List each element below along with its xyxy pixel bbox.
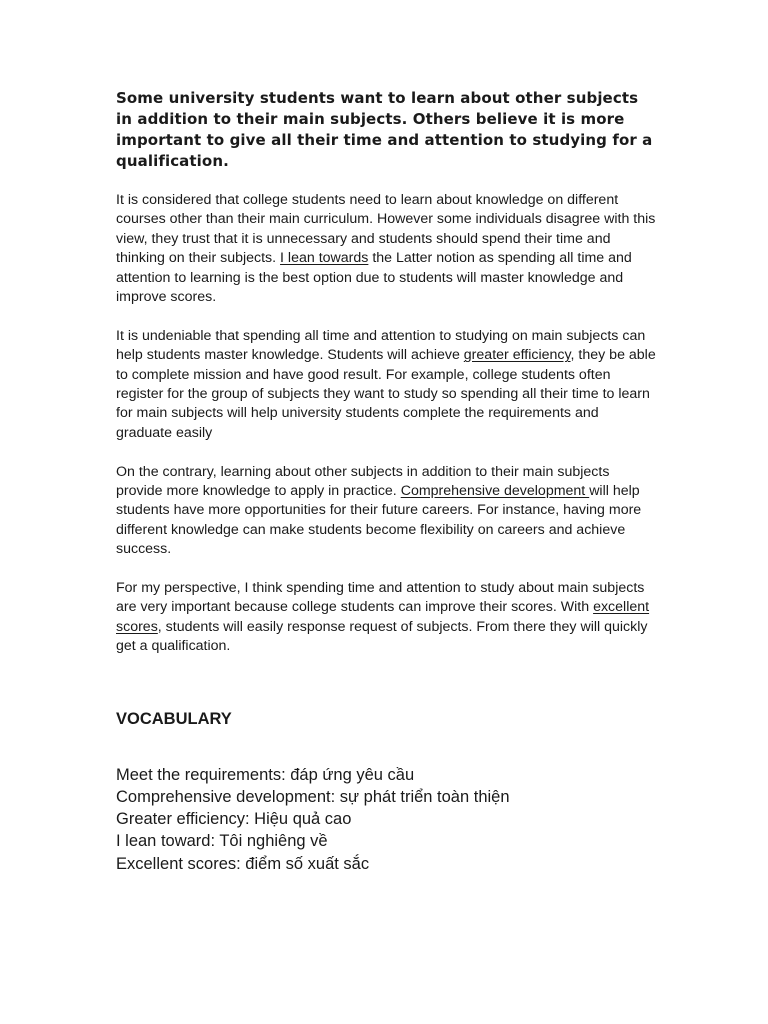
underlined-phrase: I lean towards xyxy=(280,250,369,267)
paragraph-conclusion xyxy=(116,579,656,657)
paragraph-body-1 xyxy=(116,327,656,443)
vocabulary-item: Meet the requirements: đáp ứng yêu cầu xyxy=(116,765,415,784)
paragraph-body-2 xyxy=(116,463,656,560)
underlined-phrase: Comprehensive development xyxy=(400,483,590,500)
paragraph-text: It is considered that college students need to learn about knowledge on different courses other than their main curriculum. However some individuals disagree with this view, they trust that it is unnecessary and students should spend their time and thinking on their subjects. xyxy=(116,192,656,267)
vocabulary-item: Greater efficiency: Hiệu quả cao xyxy=(116,810,352,829)
essay-title: Some university students want to learn about other subjects in addition to their main subjects. Others believe it is more important to give all their time and attention to studying for a qualification. xyxy=(116,89,653,170)
vocabulary-item: I lean toward: Tôi nghiêng về xyxy=(116,832,328,851)
paragraph-text: On the contrary, learning about other subjects in addition to their main subjects provide more knowledge to apply in practice. xyxy=(116,463,610,500)
paragraph-text: the Latter notion as spending all time and attention to learning is the best option due to students will master knowledge and improve scores. xyxy=(116,250,632,306)
paragraph-intro xyxy=(116,191,656,307)
paragraph-text: , they be able to complete mission and have good result. For example, college students often register for the group of subjects they want to study so spending all their time to learn for main subjects will help university students complete the requirements and graduate easily xyxy=(116,347,656,441)
vocabulary-list xyxy=(116,764,656,875)
document-page xyxy=(116,88,656,875)
underlined-phrase: greater efficiency xyxy=(463,347,571,364)
paragraph-text: It is undeniable that spending all time and attention to studying on main subjects can help students master knowledge. Students will achieve xyxy=(116,327,646,364)
underlined-phrase: excellent scores xyxy=(116,599,650,635)
paragraph-text: will help students have more opportunities for their future careers. For instance, having more different knowledge can make students become flexibility on careers and achieve success. xyxy=(116,483,642,558)
paragraph-text: For my perspective, I think spending time and attention to study about main subjects are very important because college students can improve their scores. With xyxy=(116,580,645,616)
vocabulary-heading: VOCABULARY xyxy=(116,709,232,728)
paragraph-text: , students will easily response request of subjects. From there they will quickly get a qualification. xyxy=(116,618,648,655)
vocabulary-item: Excellent scores: điểm số xuất sắc xyxy=(116,854,370,873)
vocabulary-item: Comprehensive development: sự phát triển toàn thiện xyxy=(116,787,510,806)
